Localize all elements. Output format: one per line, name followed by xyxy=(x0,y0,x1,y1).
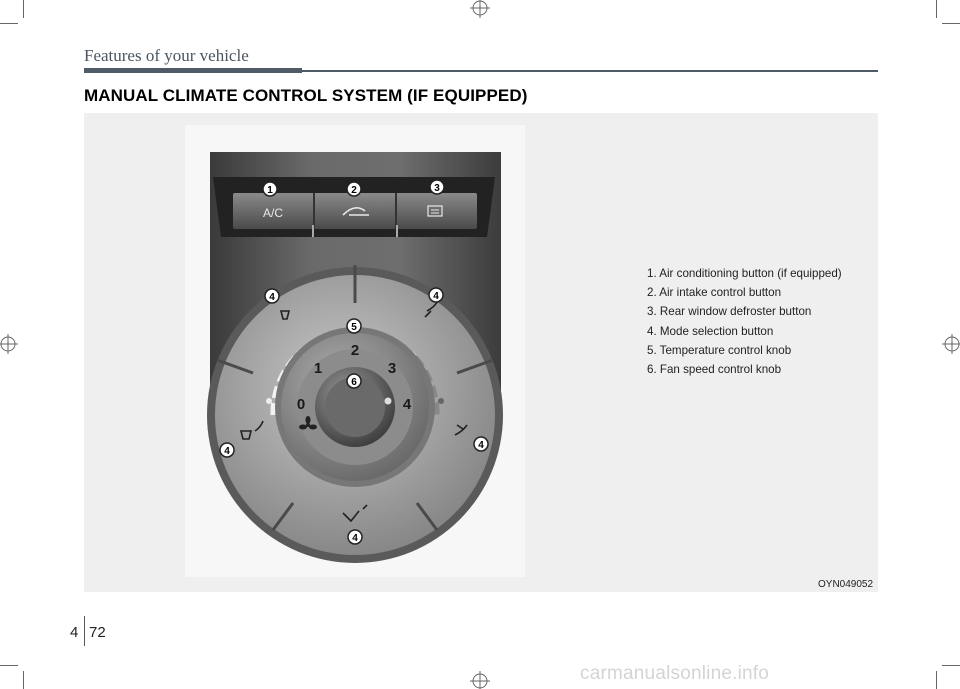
ac-label: A/C xyxy=(262,206,284,220)
fan-scale-2: 2 xyxy=(350,342,360,359)
climate-control-illustration xyxy=(185,125,525,577)
page-number-divider xyxy=(84,616,85,646)
legend-item: 1. Air conditioning button (if equipped) xyxy=(647,267,842,280)
legend-item: 4. Mode selection button xyxy=(647,324,774,338)
chapter-number: 4 xyxy=(70,624,79,641)
callout-4 xyxy=(265,289,279,303)
svg-text:4: 4 xyxy=(224,446,230,457)
fan-scale-1: 1 xyxy=(313,360,323,377)
header-rule-thick xyxy=(84,68,302,73)
section-title: MANUAL CLIMATE CONTROL SYSTEM (IF EQUIPPED) xyxy=(84,86,528,105)
page-number: 72 xyxy=(89,624,106,641)
callout-4 xyxy=(348,530,362,544)
legend-item: 6. Fan speed control knob xyxy=(647,363,782,377)
callout-4 xyxy=(474,437,488,451)
fan-scale-0: 0 xyxy=(296,396,306,413)
svg-text:2: 2 xyxy=(351,185,357,196)
header-rule-thin xyxy=(302,70,878,72)
svg-text:1: 1 xyxy=(267,185,273,196)
legend-item: 5. Temperature control knob xyxy=(647,343,792,357)
running-header: Features of your vehicle xyxy=(84,46,249,65)
fan-scale-3: 3 xyxy=(387,360,397,377)
figure-code: OYN049052 xyxy=(818,579,874,590)
svg-text:6: 6 xyxy=(351,377,357,388)
callout-4 xyxy=(220,443,234,457)
svg-text:5: 5 xyxy=(351,322,357,333)
fan-scale-4: 4 xyxy=(402,396,412,413)
legend-item: 3. Rear window defroster button xyxy=(647,305,812,319)
watermark-text: carmanualsonline.info xyxy=(580,663,770,684)
callout-6 xyxy=(347,374,361,388)
svg-text:4: 4 xyxy=(478,440,484,451)
callout-4 xyxy=(429,288,443,302)
svg-text:4: 4 xyxy=(352,533,358,544)
legend-item: 2. Air intake control button xyxy=(647,286,782,300)
callout-5 xyxy=(347,319,361,333)
svg-text:4: 4 xyxy=(269,292,275,303)
svg-text:3: 3 xyxy=(434,183,440,194)
callout-3 xyxy=(430,180,444,194)
callout-2 xyxy=(347,182,361,196)
svg-text:4: 4 xyxy=(433,291,439,302)
figure-legend xyxy=(647,264,842,379)
callout-1 xyxy=(263,182,277,196)
